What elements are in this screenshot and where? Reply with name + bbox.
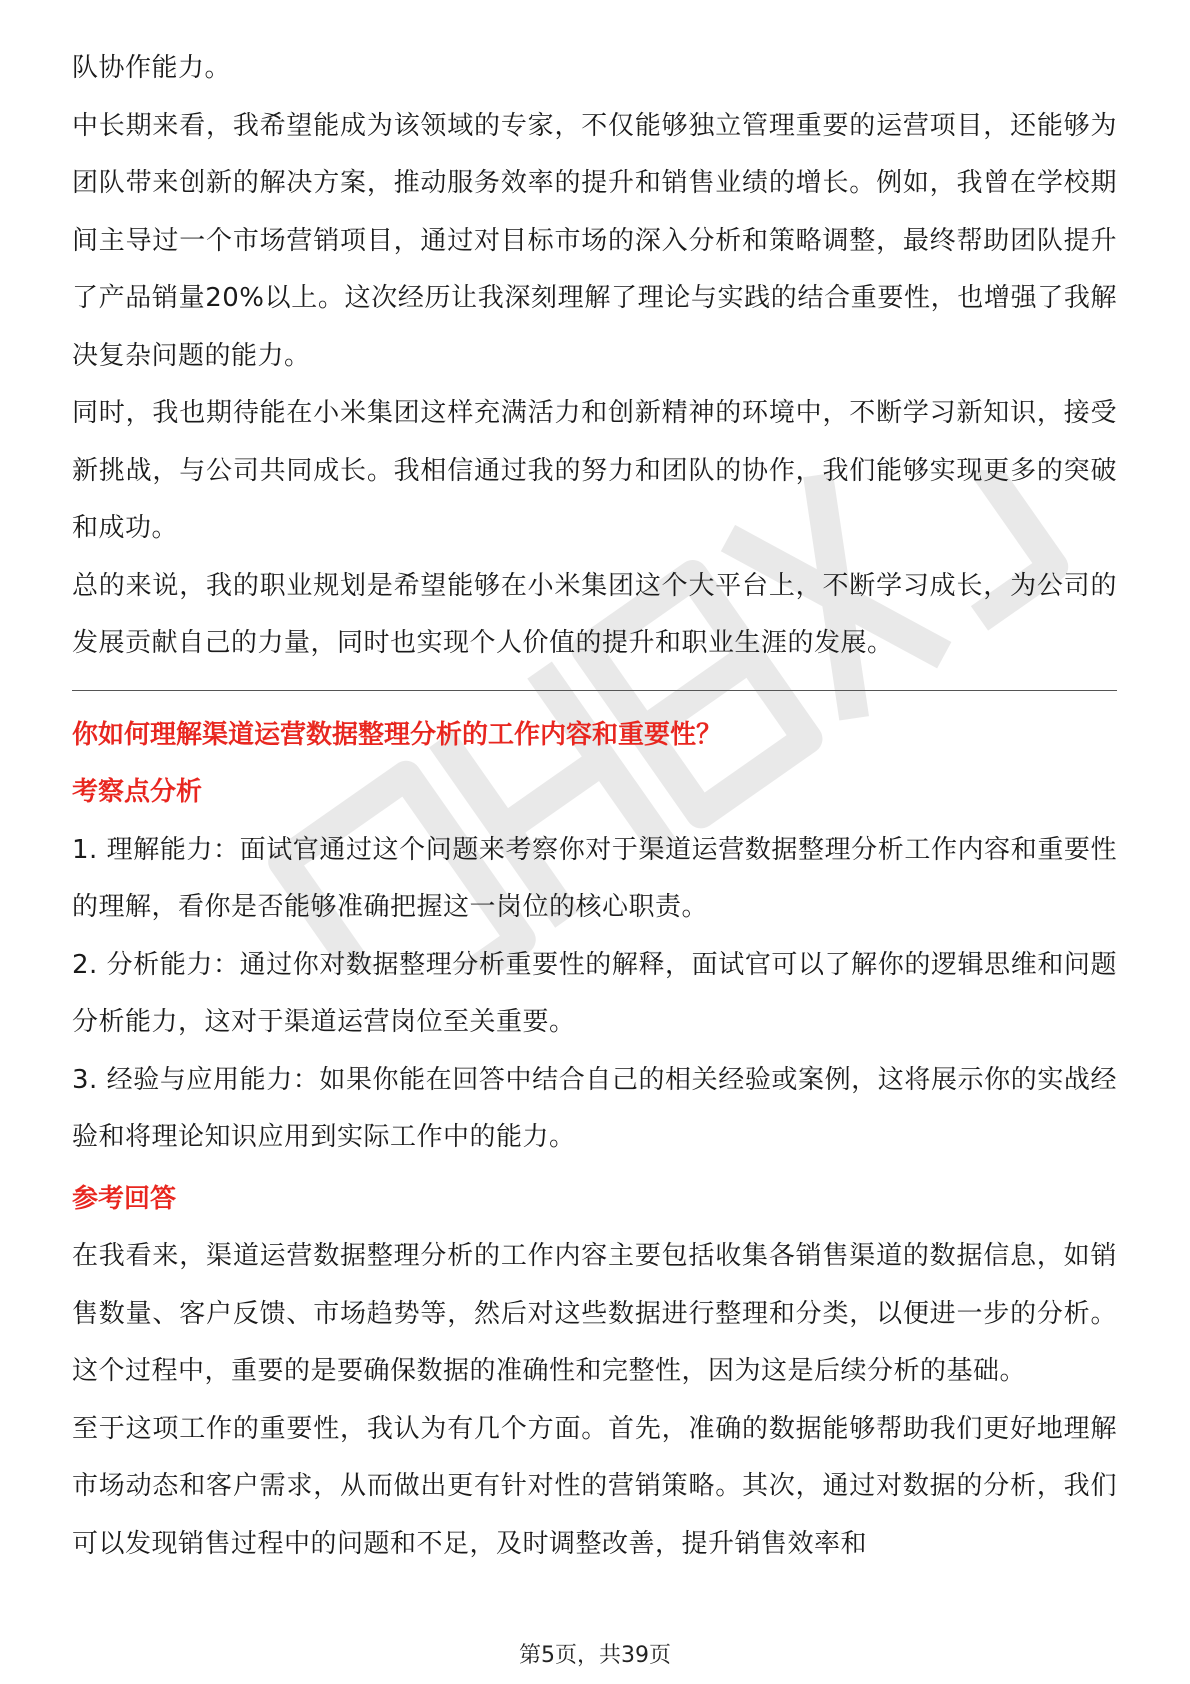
section-divider — [72, 690, 1117, 691]
paragraph: 中长期来看，我希望能成为该领域的专家，不仅能够独立管理重要的运营项目，还能够为团队带来创新的解决方案，推动服务效率的提升和销售业绩的增长。例如，我曾在学校期间主导过一个市场营销项目，通过对目标市场的深入分析和策略调整，最终帮助团队提升了产品销量20%以上。这次经历让我深刻理解了理论与实践的结合重要性，也增强了我解决复杂问题的能力。 — [72, 110, 1117, 371]
answer-section — [72, 1228, 1117, 1573]
question-heading: 你如何理解渠道运营数据整理分析的工作内容和重要性？ — [72, 719, 723, 750]
analysis-heading: 考察点分析 — [72, 777, 203, 807]
analysis-point: 2. 分析能力：通过你对数据整理分析重要性的解释，面试官可以了解你的逻辑思维和问题分析能力，这对于渠道运营岗位至关重要。 — [72, 949, 1117, 1037]
analysis-point: 3. 经验与应用能力：如果你能在回答中结合自己的相关经验或案例，这将展示你的实战经验和将理论知识应用到实际工作中的能力。 — [72, 1064, 1117, 1152]
paragraph: 至于这项工作的重要性，我认为有几个方面。首先，准确的数据能够帮助我们更好地理解市场动态和客户需求，从而做出更有针对性的营销策略。其次，通过对数据的分析，我们可以发现销售过程中的问题和不足，及时调整改善，提升销售效率和 — [72, 1413, 1117, 1559]
paragraph: 总的来说，我的职业规划是希望能够在小米集团这个大平台上，不断学习成长，为公司的发展贡献自己的力量，同时也实现个人价值的提升和职业生涯的发展。 — [72, 570, 1117, 658]
answer-heading: 参考回答 — [72, 1183, 177, 1214]
document-body — [72, 40, 1117, 1573]
analysis-point: 1. 理解能力：面试官通过这个问题来考察你对于渠道运营数据整理分析工作内容和重要性的理解，看你是否能够准确把握这一岗位的核心职责。 — [72, 834, 1117, 922]
intro-section — [72, 40, 1117, 673]
paragraph: 队协作能力。 — [72, 53, 232, 83]
paragraph: 同时，我也期待能在小米集团这样充满活力和创新精神的环境中，不断学习新知识，接受新挑战，与公司共同成长。我相信通过我的努力和团队的协作，我们能够实现更多的突破和成功。 — [72, 398, 1117, 543]
paragraph: 在我看来，渠道运营数据整理分析的工作内容主要包括收集各销售渠道的数据信息，如销售数量、客户反馈、市场趋势等，然后对这些数据进行整理和分类，以便进一步的分析。这个过程中，重要的是要确保数据的准确性和完整性，因为这是后续分析的基础。 — [72, 1241, 1117, 1386]
page-number: 第5页，共39页 — [519, 1643, 671, 1668]
analysis-points — [72, 822, 1117, 1167]
